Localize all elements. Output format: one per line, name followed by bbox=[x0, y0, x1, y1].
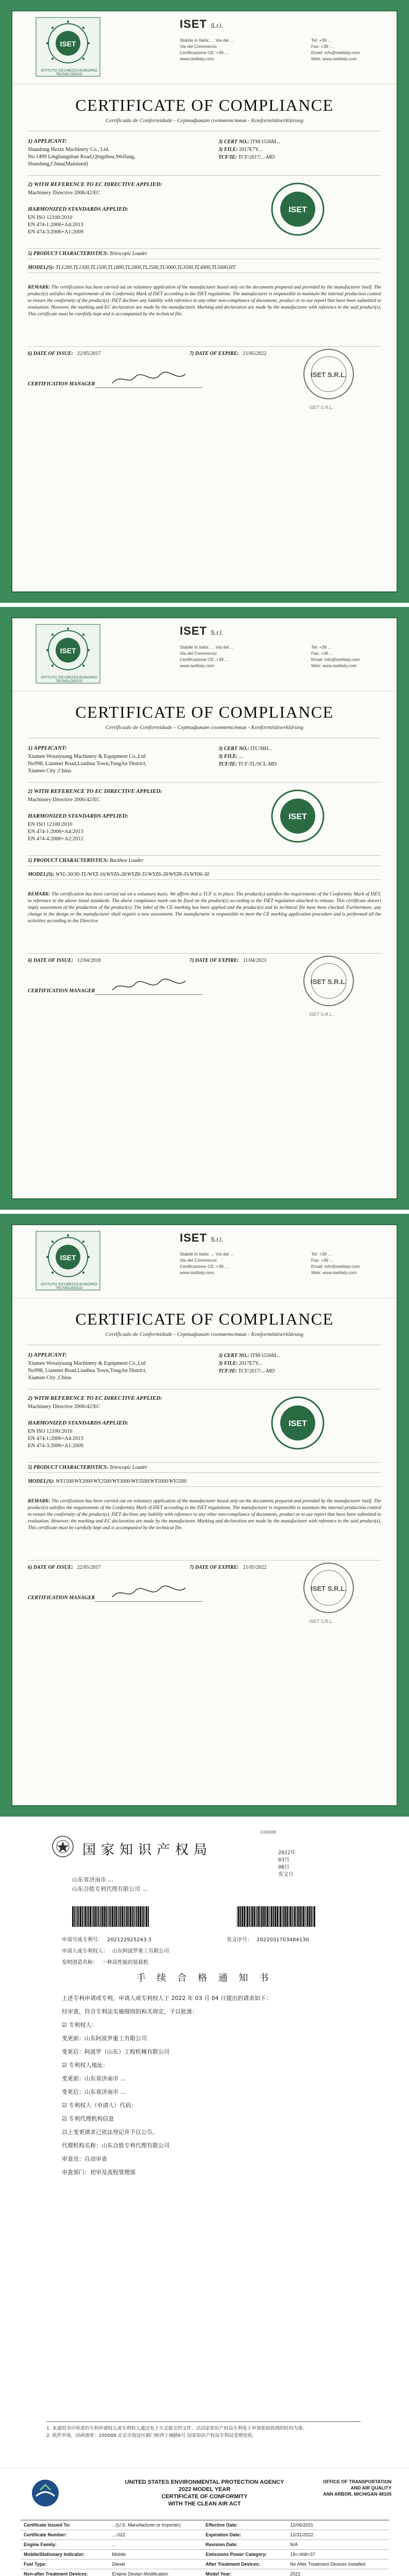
certificate-header bbox=[12, 1225, 397, 1298]
table-label: Revision Date: bbox=[202, 2540, 287, 2550]
notice-line: 审查员：自动审查 bbox=[62, 2156, 107, 2162]
notice-line: ☑ 专利代理机构信息 bbox=[62, 2115, 114, 2122]
invention-name: 发明创造名称： 一种高性能的装载机 bbox=[62, 1960, 148, 1965]
divider bbox=[28, 782, 381, 783]
svg-text:ISET: ISET bbox=[60, 647, 76, 655]
standards-label: HARMONIZED STANDARDS APPLIED: bbox=[28, 813, 129, 819]
office-name: 国家知识产权局 bbox=[82, 1842, 213, 1858]
epa-certificate bbox=[0, 2468, 409, 2576]
company-contacts: Tel: +39 ... Fax: +39 ... Email: info@isetitaly.com Web: www.isetitaly.com bbox=[311, 1251, 360, 1275]
divider bbox=[28, 175, 381, 176]
standards-label: HARMONIZED STANDARDS APPLIED: bbox=[28, 1420, 129, 1426]
notice-footer: 1. 本通知书中所述的专利申请权人或专利权人通过电子方式提交的文件，以国家知识产权局专利电子申请系统收到的时间为准。 2. 纸件申请，回函请寄：100088 北京市海淀区蓟门桥西土城路6号 国家知识产权局专利局受理处收。 bbox=[46, 2421, 361, 2439]
certification-manager: CERTIFICATION MANAGER bbox=[28, 367, 381, 398]
standards-list: EN ISO 12100:2010 EN 474-1:2006+A4:2013 EN 474-3:2006+A1:2009 bbox=[28, 215, 83, 235]
stamp-caption: ISET S.R.L. bbox=[309, 1012, 334, 1017]
national-emblem-icon bbox=[52, 1835, 74, 1858]
stamp-caption: ISET S.R.L. bbox=[309, 1619, 334, 1624]
directive-label: 2) WITH REFERENCE TO EC DIRECTIVE APPLIED: bbox=[28, 788, 162, 794]
patent-applicant: 申请人或专利权人： 山东阿波罗重工有限公司 bbox=[62, 1948, 169, 1954]
standards-label: HARMONIZED STANDARDS APPLIED: bbox=[28, 206, 129, 212]
mailing-address: 山东省济南市 ... 山东合胜专利代理有限公司 ... bbox=[72, 1876, 147, 1892]
directive-value: Machinery Directive 2006/42/EC bbox=[28, 797, 100, 803]
validity-dates: 6) DATE OF ISSUE: 22/05/2017 7) DATE OF EXPIRE: 21/05/2022 bbox=[28, 1560, 381, 1570]
table-label: Engine Family: bbox=[21, 2540, 109, 2550]
remark-text: REMARK: The certification has been carried out on voluntary application of the manufacturer based only on the documents prepared and provided by the manufacturer itself. The product(s) satisfies the requirements of the Conformity Mark of ISET according to the ISET regulations. The manufacturer is responsible to maintain the internal production control to ensure the conformity of the product(s). ISET declines any liability with reference to any other non-compliance of documents, product or to use report that have been submitted to evaluation. However, the marking and EC declaration are made by the manufacturer. Marking and declaration are made by the manufacturer with reference to the said product(s). This certificate must be carefully kept and is accompanied by the technical file. bbox=[28, 1499, 382, 1531]
table-value: Diesel bbox=[109, 2560, 203, 2569]
table-label: Model Year: bbox=[202, 2569, 287, 2576]
model-list: MODEL(S): WYL-30/30-TL/WYZ-16/WYZ6-28/WYZ8-35/WYZ6-28/WYZ8-35/WY06-30 bbox=[28, 870, 381, 880]
applicant-label: 1) APPLICANT: bbox=[28, 1352, 67, 1358]
svg-text:ISET S.R.L.: ISET S.R.L. bbox=[311, 371, 347, 379]
table-value: 2022 bbox=[287, 2569, 389, 2576]
applicant-label: 1) APPLICANT: bbox=[28, 138, 67, 144]
seal-caption: ISTITUTO SICUREZZA EUROPEO TECNOLOGICO bbox=[41, 676, 97, 683]
table-row bbox=[21, 2550, 389, 2560]
notice-title: 手 续 合 格 通 知 书 bbox=[136, 1973, 273, 1984]
svg-text:ISET S.R.L.: ISET S.R.L. bbox=[311, 1585, 347, 1592]
barcode-right bbox=[237, 1906, 330, 1927]
notice-line: 变更后：阿波罗（山东）工程机械有限公司 bbox=[62, 2048, 169, 2055]
iset-seal-icon bbox=[35, 16, 101, 77]
company-stamp-icon bbox=[301, 953, 356, 1009]
applicant-label: 1) APPLICANT: bbox=[28, 745, 67, 751]
certificate-panel-3 bbox=[0, 1214, 409, 1817]
applicant-details: Xiamen Wotaiyuang Machinery & Equipment Co.,Ltd No998, Lianmei Road,Lianhua Town,TongAn District, Xiamen City ,China bbox=[28, 1361, 147, 1381]
issue-date-stamp: 2022年 03月 08日 发文日 bbox=[278, 1850, 296, 1877]
epa-title: UNITED STATES ENVIRONMENTAL PROTECTION AGENCY 2022 MODEL YEAR CERTIFICATE OF CONFORMITY WITH THE CLEAN AIR ACT bbox=[125, 2479, 284, 2507]
table-label: Certificate Issued To: bbox=[21, 2520, 109, 2530]
certification-manager: CERTIFICATION MANAGER bbox=[28, 974, 381, 1005]
table-row bbox=[21, 2520, 389, 2530]
remark-text: REMARK: The certification has been carried out on voluntary application of the manufacturer based only on the documents prepared and provided by the manufacturer itself. The product(s) satisfies the requirements of the Conformity Mark of ISET according to the ISET regulations. The manufacturer is responsible to maintain the internal production control to ensure the conformity of the product(s). ISET declines any liability with reference to any other non-compliance of documents, product or to use report that have been submitted to evaluation. However, the marking and EC declaration are made by the manufacturer. Marking and declaration are made by the manufacturer with reference to the said product(s). This certificate must be carefully kept and is accompanied by the technical file. bbox=[28, 285, 382, 317]
table-value: ...-022 bbox=[109, 2530, 203, 2540]
svg-text:ISET: ISET bbox=[288, 1419, 307, 1428]
table-label: Expiration Date: bbox=[202, 2530, 287, 2540]
validity-dates: 6) DATE OF ISSUE: 12/04/2018 7) DATE OF EXPIRE: 11/04/2023 bbox=[28, 953, 381, 963]
epa-office: OFFICE OF TRANSPORTATION AND AIR QUALITY ANN ARBOR, MICHIGAN 48105 bbox=[322, 2479, 391, 2497]
directive-label: 2) WITH REFERENCE TO EC DIRECTIVE APPLIED: bbox=[28, 1395, 162, 1401]
svg-text:ISET: ISET bbox=[60, 1253, 76, 1262]
remark-text: REMARK: The certification has been carried out on a voluntary basis. We affirm that a TCF is in place. The product(s) satisfies the requirements of the Conformity Mark of ISET, in reference to the above listed standards. The above compliance mark can be fixed on the product(s) according to the ISET regulation attached to release. This certificate doesn't imply assessment of the production of the product(s). The label of the CE marking has been applied and the product(s) and its technical file have been checked. Furthermore, any change in the design or the manufacturer shall require a new assessment. The manufacturer is responsible to meet the CE marking application procedure and is performed all the activities according to the Directive. bbox=[28, 892, 381, 924]
svg-text:ISET: ISET bbox=[288, 206, 307, 214]
directive-label: 2) WITH REFERENCE TO EC DIRECTIVE APPLIED: bbox=[28, 181, 162, 188]
table-row bbox=[21, 2569, 389, 2576]
notice-line: 代理机构名称：山东合胜专利代理有限公司 bbox=[62, 2142, 169, 2149]
notice-line: 变更前：山东省济南市 ... bbox=[62, 2075, 126, 2082]
table-value: Mobile bbox=[109, 2550, 203, 2560]
iset-mark-logo-icon bbox=[270, 1395, 326, 1451]
certification-manager: CERTIFICATION MANAGER bbox=[28, 1581, 381, 1612]
company-contacts: Tel: +39 ... Fax: +39 ... Email: info@isetitaly.com Web: www.isetitaly.com bbox=[311, 38, 360, 61]
application-number: 申请号或专利号： 202122925243.3 bbox=[62, 1937, 151, 1943]
iset-mark-logo-icon bbox=[270, 181, 326, 237]
signature-icon bbox=[110, 977, 188, 995]
standards-list: EN ISO 12100:2010 EN 474-1:2006+A4:2013 EN 474-3:2006+A1:2009 bbox=[28, 1429, 83, 1449]
notice-line: 上述专利申请或专利，申请人或专利权人于 2022 年 03 月 04 日提出的请求如下： bbox=[62, 1995, 271, 2002]
certificate-numbers: 3) CERT NO.: ITC/MH... 3) FILE: ... TCF/IE: TCF-TL/SCL-MD bbox=[218, 746, 277, 767]
product-characteristics: 5) PRODUCT CHARACTERISTICS: Telescopic Loader bbox=[28, 1462, 381, 1473]
certificate-header bbox=[12, 11, 397, 84]
table-label: After Treatment Devices: bbox=[202, 2560, 287, 2569]
notice-line: 审查部门：初审及流程管理部 bbox=[62, 2169, 135, 2176]
iset-seal-icon bbox=[35, 623, 101, 684]
certificate-subtitle: Certificado de Conformidade - Сертификат соответствия - Konformitätserklärung bbox=[105, 1331, 303, 1337]
notice-line: ☑ 专利权人（申请人）代码： bbox=[62, 2102, 137, 2109]
certificate-title: CERTIFICATE OF COMPLIANCE bbox=[75, 1310, 334, 1328]
notice-line: 经审查，符合专利法实施细则的相关规定，予以批准： bbox=[62, 2008, 198, 2015]
validity-dates: 6) DATE OF ISSUE: 22/05/2017 7) DATE OF EXPIRE: 21/05/2022 bbox=[28, 346, 381, 357]
notice-line: ☑ 专利权人： bbox=[62, 2022, 97, 2028]
table-row bbox=[21, 2540, 389, 2550]
signature-icon bbox=[110, 1584, 188, 1602]
product-characteristics: 5) PRODUCT CHARACTERISTICS: Telescopic Loader bbox=[28, 248, 381, 259]
table-value: 12/31/2022 bbox=[287, 2530, 389, 2540]
notice-line: 变更后：山东省济南市 ... bbox=[62, 2089, 126, 2095]
applicant-details: Shandong Hexin Machinery Co., Ltd. No.1499 Lingliangshan Road,Qingzhou,Weifang, Shandong,China(Mainland) bbox=[28, 147, 135, 167]
table-value: 12/06/2021 bbox=[287, 2520, 389, 2530]
postal-code: 100088 bbox=[260, 1830, 276, 1835]
directive-value: Machinery Directive 2006/42/EC bbox=[28, 190, 100, 196]
svg-text:ISET: ISET bbox=[288, 812, 307, 821]
certificate-numbers: 3) CERT NO.: ITM/1556M... 3) FILE: 2017E7Y... TCF/IE: TCF/2017/...-MD bbox=[218, 1353, 280, 1374]
notice-line: 以上变更请求已依法登记并予以公告。 bbox=[62, 2129, 158, 2136]
company-stamp-icon bbox=[301, 346, 356, 402]
notice-line: 变更前：山东阿波罗重工有限公司 bbox=[62, 2035, 147, 2042]
model-list: MODEL(S): TL1200,TL1300,TL1500,TL1800,TL2000,TL2500,TL3000,TL3500,TL4000,TL5000,HT bbox=[28, 263, 381, 273]
certificate-title: CERTIFICATE OF COMPLIANCE bbox=[75, 96, 334, 114]
table-row bbox=[21, 2560, 389, 2569]
stamp-caption: ISET S.R.L. bbox=[309, 405, 334, 410]
company-address: Stabile in Italia: ... Via del ... Via del Commercio Certificazione CE: +39 ... www.isetitaly.com bbox=[180, 645, 234, 668]
svg-text:ISET: ISET bbox=[60, 40, 76, 48]
table-label: Emissions Power Category: bbox=[202, 2550, 287, 2560]
certificate-numbers: 3) CERT NO.: ITM/1556M... 3) FILE: 2017E7Y... TCF/IE: TCF/2017/...-MD bbox=[218, 139, 280, 160]
table-value: N/A bbox=[287, 2540, 389, 2550]
product-characteristics: 5) PRODUCT CHARACTERISTICS: Backhoe Loader bbox=[28, 855, 381, 866]
company-name: ISET S.r.l. bbox=[180, 18, 224, 30]
certificate-title: CERTIFICATE OF COMPLIANCE bbox=[75, 703, 334, 721]
barcode-left bbox=[72, 1906, 165, 1927]
signature-icon bbox=[110, 370, 188, 388]
table-label: Non-after Treatment Devices: bbox=[21, 2569, 109, 2576]
table-label: Certificate Number: bbox=[21, 2530, 109, 2540]
model-list: MODEL(S): WY1500/WY2000/WY2500/WY3000/WY3500/WY5000/WY5500 bbox=[28, 1477, 381, 1487]
certificate-subtitle: Certificado de Conformidade - Сертификат соответствия - Konformitätserklärung bbox=[105, 117, 303, 124]
seal-caption: ISTITUTO SICUREZZA EUROPEO TECNOLOGICO bbox=[41, 1283, 97, 1290]
company-address: Stabile in Italia: ... Via del ... Via del Commercio Certificazione CE: +39 ... www.isetitaly.com bbox=[180, 1251, 234, 1275]
certificate-sheet bbox=[11, 1224, 398, 1806]
directive-value: Machinery Directive 2006/42/EC bbox=[28, 1404, 100, 1410]
table-label: Mobile/Stationary Indicator: bbox=[21, 2550, 109, 2560]
certificate-panel-2 bbox=[0, 607, 409, 1210]
table-label: Fuel Type: bbox=[21, 2560, 109, 2569]
table-value: ...(U.S. Manufacturer or Importer) bbox=[109, 2520, 203, 2530]
company-name: ISET S.r.l. bbox=[180, 624, 224, 637]
applicant-details: Xiamen Wotaiyuang Machinery & Equipment Co.,Ltd No998, Lianmei Road,Lianhua Town,TongAn District, Xiamen City ,China bbox=[28, 754, 147, 774]
svg-text:ISET S.R.L.: ISET S.R.L. bbox=[311, 978, 347, 986]
company-stamp-icon bbox=[301, 1560, 356, 1616]
table-value: ... bbox=[109, 2540, 203, 2550]
notice-line: ☑ 专利权人地址： bbox=[62, 2062, 109, 2069]
table-value: Engine Design Modification bbox=[109, 2569, 203, 2576]
table-label: Effective Date: bbox=[202, 2520, 287, 2530]
standards-list: EN ISO 12100:2010 EN 474-1:2006+A4:2013 EN 474-4:2006+A2:2012 bbox=[28, 822, 83, 842]
seal-caption: ISTITUTO SICUREZZA EUROPEO TECNOLOGICO bbox=[41, 69, 97, 76]
company-address: Stabile in Italia: ... Via del ... Via del Commercio Certificazione CE: +39 ... www.isetitaly.com bbox=[180, 38, 234, 61]
certificate-panel-1 bbox=[0, 0, 409, 603]
patent-notice bbox=[0, 1819, 409, 2452]
certificate-sheet bbox=[11, 617, 398, 1199]
table-row bbox=[21, 2530, 389, 2540]
table-value: 19<=kW<37 bbox=[287, 2550, 389, 2560]
epa-details-table bbox=[21, 2520, 389, 2576]
document-number: 发文序号： 2022031703484130 bbox=[227, 1937, 309, 1943]
company-name: ISET S.r.l. bbox=[180, 1231, 224, 1244]
table-value: No After Treatment Devices Installed bbox=[287, 2560, 389, 2569]
certificate-sheet bbox=[11, 10, 398, 592]
certificate-subtitle: Certificado de Conformidade - Сертификат соответствия - Konformitätserklärung bbox=[105, 724, 303, 731]
company-contacts: Tel: +39 ... Fax: +39 ... Email: info@isetitaly.com Web: www.isetitaly.com bbox=[311, 645, 360, 668]
iset-mark-logo-icon bbox=[270, 788, 326, 844]
certificate-header bbox=[12, 618, 397, 691]
iset-seal-icon bbox=[35, 1230, 101, 1291]
